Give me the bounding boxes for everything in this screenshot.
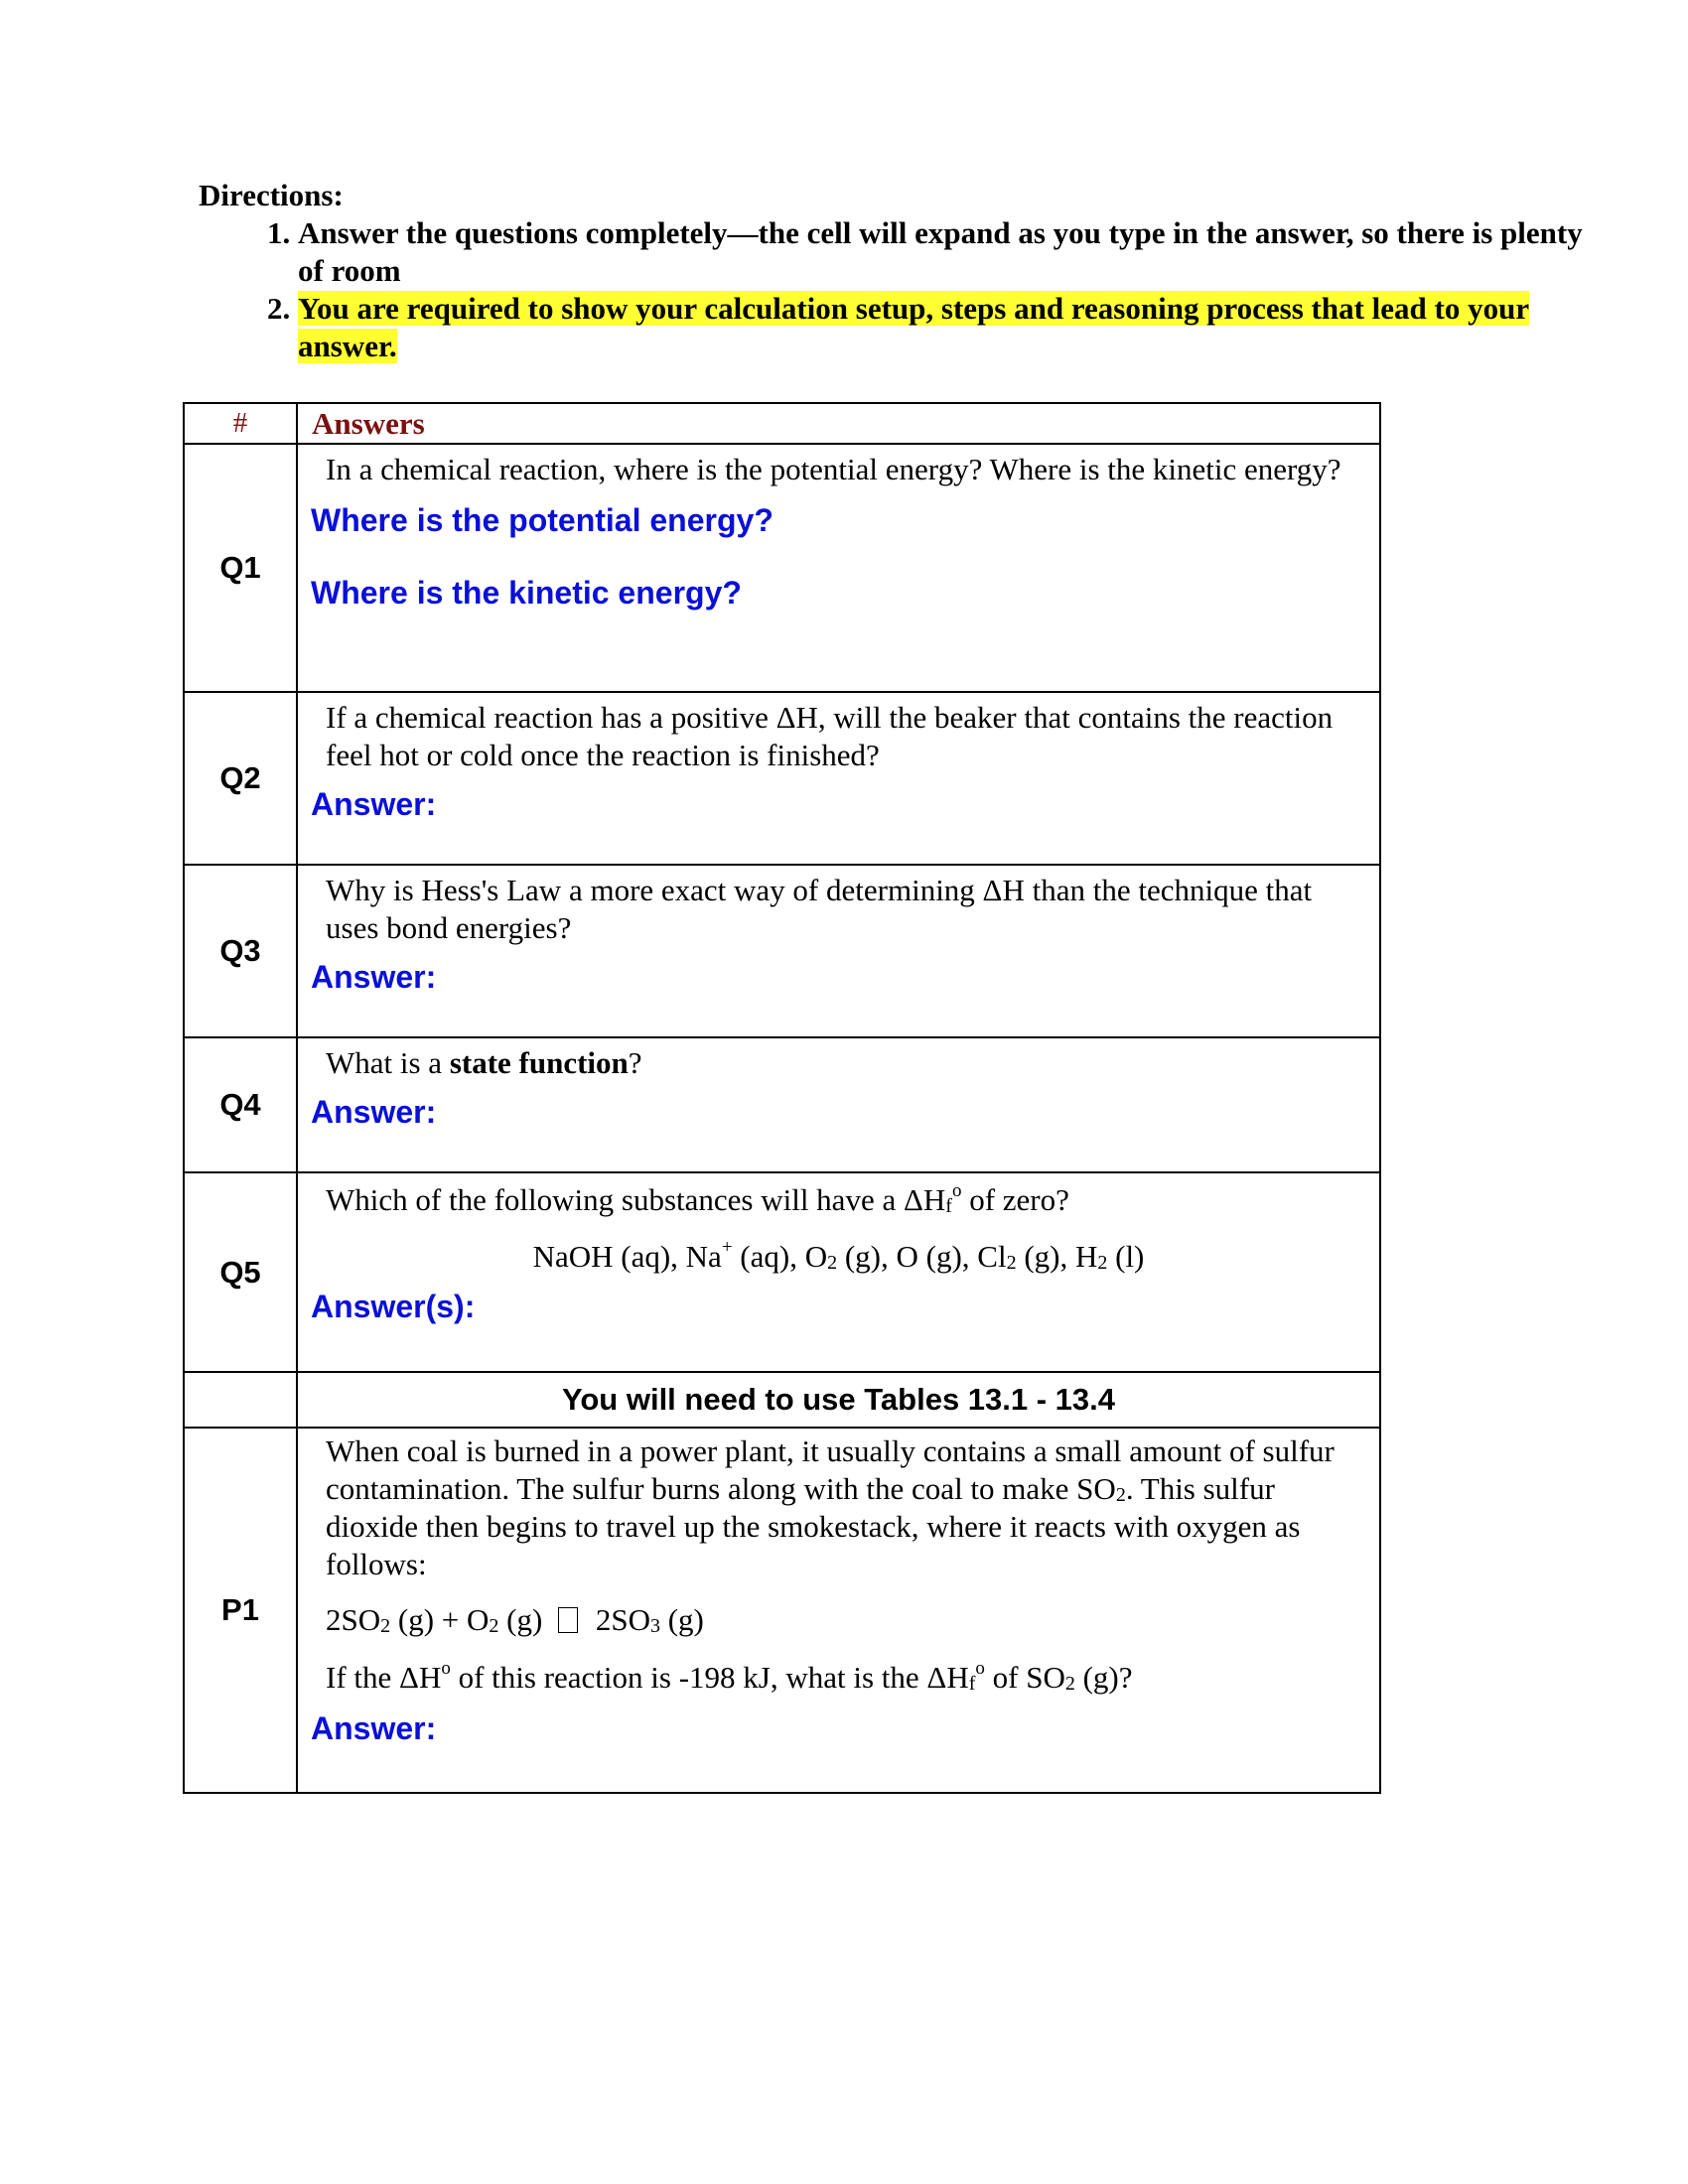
q5-text-a: Which of the following substances will have a ΔH bbox=[326, 1182, 946, 1217]
eq-lhs1: 2SO bbox=[326, 1602, 381, 1637]
ask-sub: f bbox=[968, 1673, 976, 1695]
question-table bbox=[183, 402, 1381, 1794]
question-q3: Why is Hess's Law a more exact way of determining ΔH than the technique that uses bond energies? bbox=[326, 873, 1313, 945]
eq-lhs1-state: (g) + O bbox=[390, 1602, 490, 1637]
eq-rhs-sub: 3 bbox=[649, 1615, 660, 1637]
table-row-q2 bbox=[184, 692, 1380, 865]
ask-sub2: 2 bbox=[1064, 1673, 1075, 1695]
ask-b: of this reaction is -198 kJ, what is the ΔH bbox=[450, 1660, 969, 1695]
table-row-q3 bbox=[184, 865, 1380, 1037]
q4-suffix: ? bbox=[628, 1045, 642, 1080]
ask-a: If the ΔH bbox=[326, 1660, 442, 1695]
answer-prompt-q3: Answer: bbox=[311, 959, 437, 995]
eq-lhs2-state: (g) bbox=[498, 1602, 551, 1637]
q5-sub: f bbox=[945, 1195, 952, 1217]
ask-c: of SO bbox=[984, 1660, 1065, 1695]
answer-prompt-p1: Answer: bbox=[311, 1710, 437, 1746]
answer-prompt-q5: Answer(s): bbox=[311, 1289, 476, 1324]
direction-item-2 bbox=[298, 290, 1609, 365]
answer-prompt-q1-kinetic: Where is the kinetic energy? bbox=[311, 575, 742, 611]
question-q4 bbox=[298, 1044, 1379, 1082]
question-q5 bbox=[298, 1181, 1379, 1219]
p1-ask bbox=[298, 1659, 1379, 1697]
header-answers: Answers bbox=[297, 403, 1380, 444]
tables-note: You will need to use Tables 13.1 - 13.4 bbox=[297, 1372, 1380, 1428]
substance-sub3: 2 bbox=[1097, 1252, 1108, 1274]
p1-text-b: . This sulfur dioxide then begins to travel up the smokestack, where it reacts with oxygen as follows: bbox=[326, 1471, 1301, 1581]
p1-text-a: When coal is burned in a power plant, it usually contains a small amount of sulfur contamination. The sulfur burns along with the coal to make SO bbox=[326, 1433, 1335, 1506]
question-q2: If a chemical reaction has a positive ΔH, will the beaker that contains the reaction feel hot or cold once the reaction is finished? bbox=[326, 700, 1334, 772]
question-q1: In a chemical reaction, where is the potential energy? Where is the kinetic energy? bbox=[326, 452, 1341, 486]
substance-cl: (g), H bbox=[1016, 1239, 1098, 1274]
row-label-p1: P1 bbox=[184, 1428, 297, 1793]
table-row-p1 bbox=[184, 1428, 1380, 1793]
table-row-note bbox=[184, 1372, 1380, 1428]
ask-d: (g)? bbox=[1074, 1660, 1133, 1695]
row-label-q3: Q3 bbox=[184, 865, 297, 1037]
direction-item-1: 1. Answer the questions completely—the cell will expand as you type in the answer, so there is plenty of room bbox=[298, 214, 1609, 290]
q4-prefix: What is a bbox=[326, 1045, 450, 1080]
answer-cell-q5[interactable] bbox=[297, 1172, 1380, 1372]
answer-cell-p1[interactable] bbox=[297, 1428, 1380, 1793]
table-row-q1 bbox=[184, 444, 1380, 692]
substance-o2: (g), O (g), Cl bbox=[837, 1239, 1007, 1274]
header-num: # bbox=[184, 403, 297, 444]
row-label-note-empty bbox=[184, 1372, 297, 1428]
question-p1 bbox=[298, 1433, 1379, 1583]
row-label-q2: Q2 bbox=[184, 692, 297, 865]
answer-cell-q4[interactable] bbox=[297, 1037, 1380, 1172]
substance-h: (l) bbox=[1107, 1239, 1145, 1274]
p1-sub: 2 bbox=[1115, 1484, 1126, 1506]
eq-lhs2-sub: 2 bbox=[489, 1615, 499, 1637]
eq-rhs: 2SO bbox=[588, 1602, 650, 1637]
answer-prompt-q1-potential: Where is the potential energy? bbox=[311, 502, 774, 538]
answer-cell-q3[interactable] bbox=[297, 865, 1380, 1037]
directions-list bbox=[199, 214, 1609, 365]
q5-text-b: of zero? bbox=[961, 1182, 1069, 1217]
highlighted-direction: You are required to show your calculation setup, steps and reasoning process that lead to your answer. bbox=[298, 291, 1530, 363]
eq-lhs1-sub: 2 bbox=[380, 1615, 391, 1637]
q5-sup: o bbox=[951, 1180, 962, 1201]
reaction-arrow-icon bbox=[558, 1607, 578, 1633]
row-label-q5: Q5 bbox=[184, 1172, 297, 1372]
ask-sup: o bbox=[441, 1658, 451, 1679]
q5-substances bbox=[298, 1239, 1379, 1275]
row-label-q4: Q4 bbox=[184, 1037, 297, 1172]
answer-cell-q1[interactable] bbox=[297, 444, 1380, 692]
eq-rhs-state: (g) bbox=[659, 1602, 704, 1637]
substance-sub2: 2 bbox=[1006, 1252, 1017, 1274]
substance-naoh: NaOH (aq), Na bbox=[532, 1239, 722, 1274]
answer-prompt-q2: Answer: bbox=[311, 786, 437, 822]
substance-na: (aq), O bbox=[732, 1239, 828, 1274]
answer-prompt-q4: Answer: bbox=[311, 1094, 437, 1130]
row-label-q1: Q1 bbox=[184, 444, 297, 692]
p1-equation bbox=[298, 1601, 1379, 1639]
substance-sub1: 2 bbox=[827, 1252, 838, 1274]
table-row-q4 bbox=[184, 1037, 1380, 1172]
table-header-row bbox=[184, 403, 1380, 444]
q4-term: state function bbox=[449, 1045, 629, 1080]
substance-plus: + bbox=[721, 1237, 733, 1258]
answer-cell-q2[interactable] bbox=[297, 692, 1380, 865]
directions bbox=[199, 177, 1609, 365]
directions-title: Directions: bbox=[199, 178, 344, 212]
ask-sup2: o bbox=[975, 1658, 985, 1679]
table-row-q5 bbox=[184, 1172, 1380, 1372]
